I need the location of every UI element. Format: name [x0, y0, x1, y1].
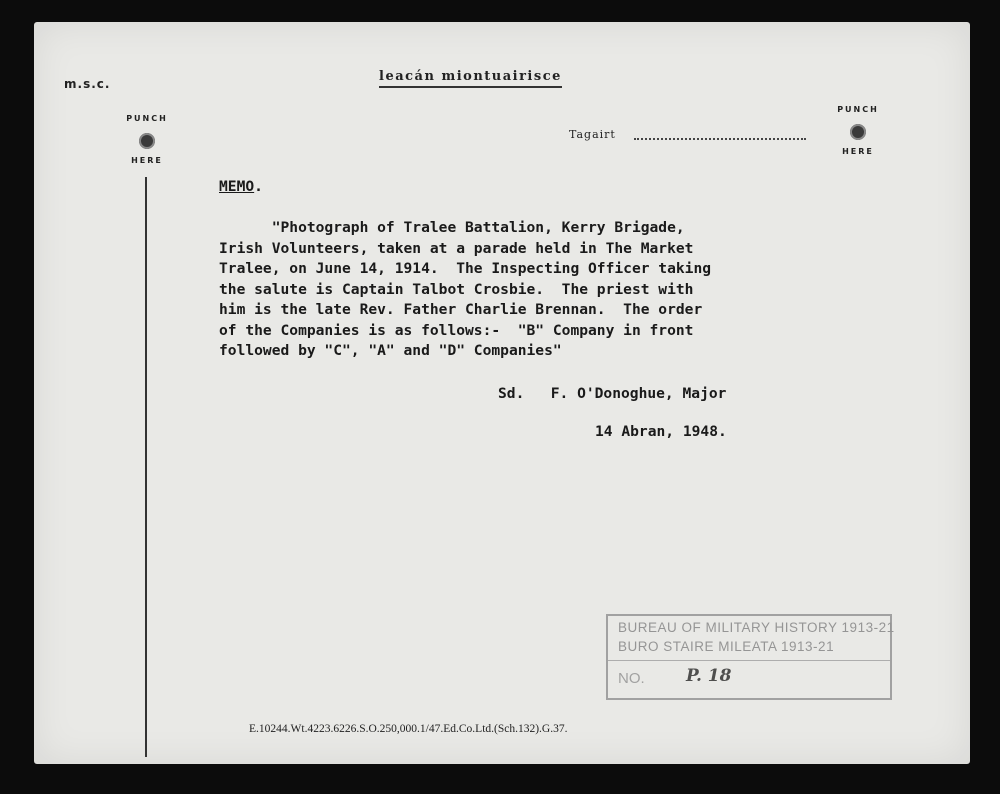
- reference-field: [634, 126, 806, 140]
- memo-line: Tralee, on June 14, 1914. The Inspecting Officer taking: [219, 260, 712, 277]
- memo-signature: Sd. F. O'Donoghue, Major: [498, 385, 727, 402]
- archive-stamp: [606, 614, 895, 700]
- printer-imprint: E.10244.Wt.4223.6226.S.O.250,000.1/47.Ed.Co.Ltd.(Sch.132).G.37.: [249, 723, 568, 735]
- punch-hole-icon: [139, 133, 155, 149]
- memo-line: Irish Volunteers, taken at a parade held in The Market: [219, 239, 694, 257]
- punch-mark-right: [823, 97, 893, 167]
- margin-rule: [145, 177, 147, 757]
- stamp-line-1: BUREAU OF MILITARY HISTORY 1913-21: [618, 620, 895, 635]
- memo-date: 14 Abran, 1948.: [595, 423, 727, 440]
- punch-bottom-text: HERE: [131, 156, 163, 165]
- stamp-divider: [608, 660, 890, 661]
- punch-hole-icon: [850, 124, 866, 140]
- punch-bottom-text: HERE: [842, 147, 874, 156]
- reference-label: Tagairt: [569, 128, 616, 141]
- memo-body: [219, 177, 939, 382]
- form-title: leacán miontuairisce: [379, 69, 562, 88]
- punch-mark-left: [112, 106, 182, 176]
- memo-line: him is the late Rev. Father Charlie Brennan. The order: [219, 301, 703, 318]
- memo-line: the salute is Captain Talbot Crosbie. The priest with: [219, 280, 694, 298]
- memo-line: followed by "C", "A" and "D" Companies": [219, 342, 562, 359]
- punch-top-text: PUNCH: [837, 105, 879, 114]
- stamp-line-2: BURO STAIRE MILEATA 1913-21: [618, 639, 835, 654]
- memo-line: "Photograph of Tralee Battalion, Kerry Brigade,: [219, 219, 685, 236]
- memo-heading: MEMO: [219, 178, 255, 195]
- memo-sheet: [34, 22, 970, 764]
- stamp-number-label: NO.: [618, 670, 645, 687]
- stamp-number-value: P. 18: [686, 666, 732, 686]
- punch-top-text: PUNCH: [126, 114, 168, 123]
- memo-heading-suffix: .: [254, 178, 263, 195]
- form-code: m.s.c.: [64, 77, 111, 91]
- memo-line: of the Companies is as follows:- "B" Company in front: [219, 321, 694, 339]
